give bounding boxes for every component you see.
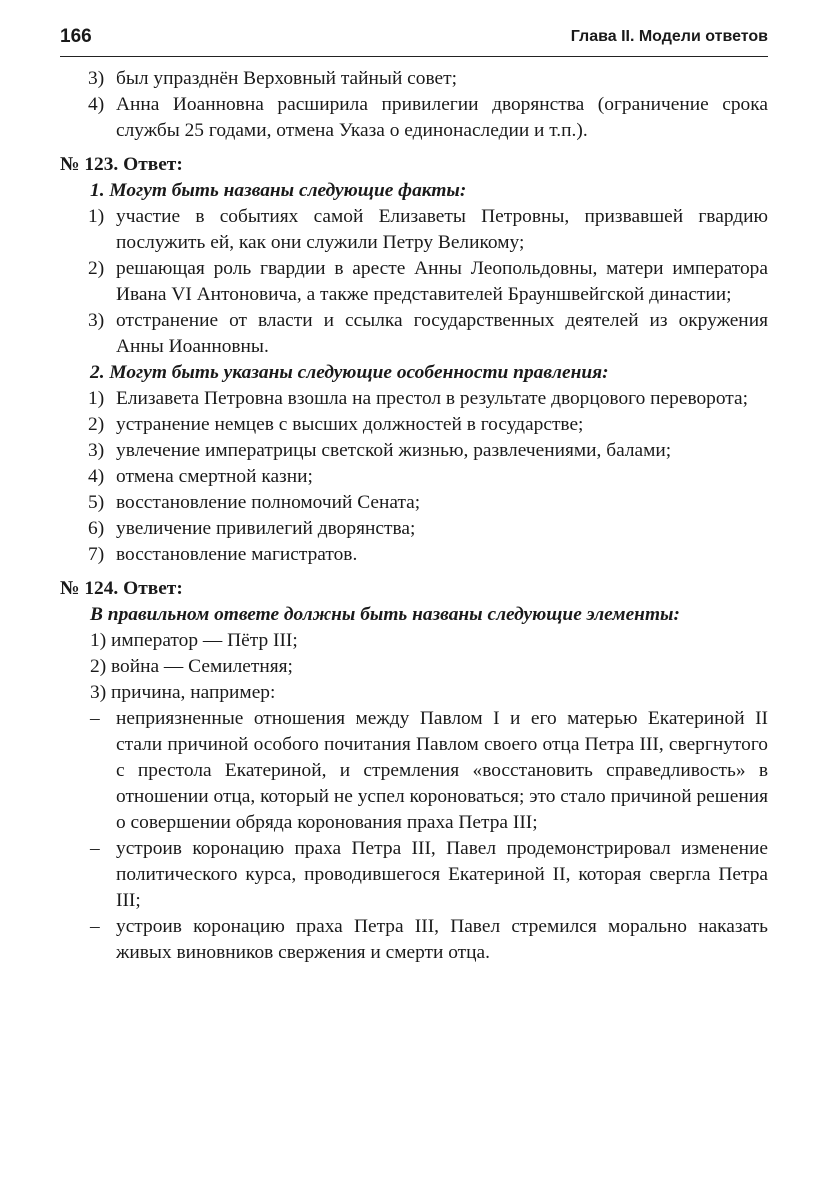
page-body (60, 66, 768, 966)
answer-124-subheading: В правильном ответе должны быть названы следующие элементы: (90, 604, 680, 625)
answer-123-part2-heading: 2. Могут быть указаны следующие особенности правления: (90, 362, 609, 383)
dash-marker: – (90, 708, 100, 729)
list-item (60, 542, 768, 568)
list-marker: 1) (88, 206, 105, 227)
answer-123-title: № 123. Ответ: (60, 154, 183, 175)
answer-124-title: № 124. Ответ: (60, 578, 183, 599)
list-item (60, 516, 768, 542)
list-item (60, 490, 768, 516)
list-text: отстранение от власти и ссылка государственных деятелей из окружения Анны Иоанновны. (116, 310, 768, 357)
list-marker: 3) (88, 440, 105, 461)
list-text: восстановление полномочий Сената; (116, 492, 421, 513)
list-item: 1) император — Пётр III; (90, 630, 298, 651)
list-marker: 2) (88, 414, 105, 435)
dash-marker: – (90, 838, 100, 859)
answer-123-part1-heading: 1. Могут быть названы следующие факты: (90, 180, 467, 201)
list-text: устранение немцев с высших должностей в государстве; (116, 414, 584, 435)
list-marker: 5) (88, 492, 105, 513)
list-item (60, 204, 768, 256)
dash-marker: – (90, 916, 100, 937)
list-text: устроив коронацию праха Петра III, Павел продемонстрировал изменение политического курса, проводившегося Екатериной II, которая свергла Петра III; (116, 838, 768, 911)
list-item (60, 412, 768, 438)
page-header (60, 26, 768, 57)
list-text: неприязненные отношения между Павлом I и его матерью Екатериной II стали причиной особого почитания Павлом своего отца Петра III, свергнутого с престола Екатериной, и стремления «восстановить справедливость» в отношении отца, который не успел короноваться; это стало причиной решения о совершении обряда коронования праха Петра III; (116, 708, 768, 833)
list-item (60, 464, 768, 490)
list-text: увеличение привилегий дворянства; (116, 518, 416, 539)
list-text: Елизавета Петровна взошла на престол в результате дворцового переворота; (116, 388, 749, 409)
list-marker: 3) (88, 310, 105, 331)
list-text: Анна Иоанновна расширила привилегии дворянства (ограничение срока службы 25 годами, отмена Указа о единонаследии и т.п.). (116, 94, 768, 141)
list-item: 2) война — Семилетняя; (90, 656, 293, 677)
list-item (60, 386, 768, 412)
list-marker: 7) (88, 544, 105, 565)
list-text: решающая роль гвардии в аресте Анны Леопольдовны, матери императора Ивана VI Антоновича, а также представителей Брауншвейгской династии; (116, 258, 768, 305)
list-item (60, 836, 768, 914)
list-marker: 1) (88, 388, 105, 409)
page-number: 166 (60, 26, 92, 47)
list-marker: 4) (88, 94, 105, 115)
list-text: был упразднён Верховный тайный совет; (116, 68, 457, 89)
list-text: восстановление магистратов. (116, 544, 358, 565)
list-item (60, 308, 768, 360)
list-item (60, 256, 768, 308)
list-item (60, 706, 768, 836)
list-marker: 3) (88, 68, 105, 89)
list-text: отмена смертной казни; (116, 466, 313, 487)
chapter-title: Глава II. Модели ответов (570, 28, 768, 45)
list-item (60, 438, 768, 464)
list-marker: 4) (88, 466, 105, 487)
list-text: устроив коронацию праха Петра III, Павел стремился морально наказать живых виновников свержения и смерти отца. (116, 916, 768, 963)
list-item (60, 66, 768, 92)
list-text: участие в событиях самой Елизаветы Петровны, призвавшей гвардию послужить ей, как они служили Петру Великому; (116, 206, 768, 253)
list-marker: 6) (88, 518, 105, 539)
list-item: 3) причина, например: (90, 682, 276, 703)
list-text: увлечение императрицы светской жизнью, развлечениями, балами; (116, 440, 672, 461)
list-item (60, 914, 768, 966)
list-item (60, 92, 768, 144)
list-marker: 2) (88, 258, 105, 279)
